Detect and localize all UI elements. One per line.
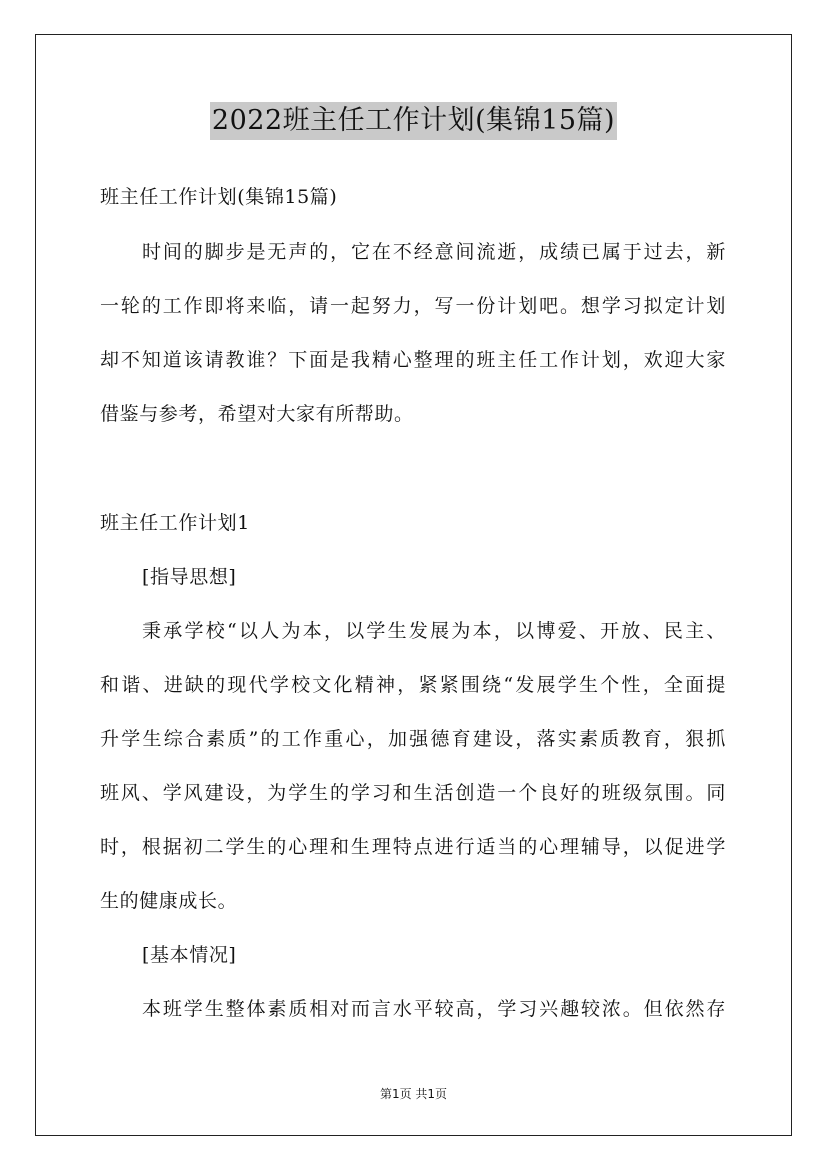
intro-line: 却不知道该请教谁？下面是我精心整理的班主任工作计划，欢迎大家 xyxy=(100,349,726,371)
section-heading: 班主任工作计划1 xyxy=(100,512,250,534)
basic-line: 本班学生整体素质相对而言水平较高，学习兴趣较浓。但依然存 xyxy=(142,998,726,1020)
subtitle: 班主任工作计划(集锦15篇) xyxy=(100,186,338,208)
intro-line: 借鉴与参考，希望对大家有所帮助。 xyxy=(100,403,414,425)
guiding-line: 班风、学风建设，为学生的学习和生活创造一个良好的班级氛围。同 xyxy=(100,782,726,804)
guiding-line: 和谐、进缺的现代学校文化精神，紧紧围绕“发展学生个性，全面提 xyxy=(100,674,726,696)
guiding-line: 时，根据初二学生的心理和生理特点进行适当的心理辅导，以促进学 xyxy=(100,836,726,858)
document-title: 2022班主任工作计划(集锦15篇) xyxy=(210,102,617,140)
guiding-line: 秉承学校“以人为本，以学生发展为本，以博爱、开放、民主、 xyxy=(142,620,726,642)
guiding-line: 生的健康成长。 xyxy=(100,890,238,912)
intro-line: 时间的脚步是无声的，它在不经意间流逝，成绩已属于过去，新 xyxy=(142,241,726,263)
page-footer: 第1页 共1页 xyxy=(379,1087,448,1101)
intro-line: 一轮的工作即将来临，请一起努力，写一份计划吧。想学习拟定计划 xyxy=(100,295,726,317)
guiding-line: 升学生综合素质”的工作重心，加强德育建设，落实素质教育，狠抓 xyxy=(100,728,726,750)
guiding-heading: [指导思想] xyxy=(142,566,237,588)
title-container xyxy=(0,102,827,140)
basic-heading: [基本情况] xyxy=(142,944,237,966)
